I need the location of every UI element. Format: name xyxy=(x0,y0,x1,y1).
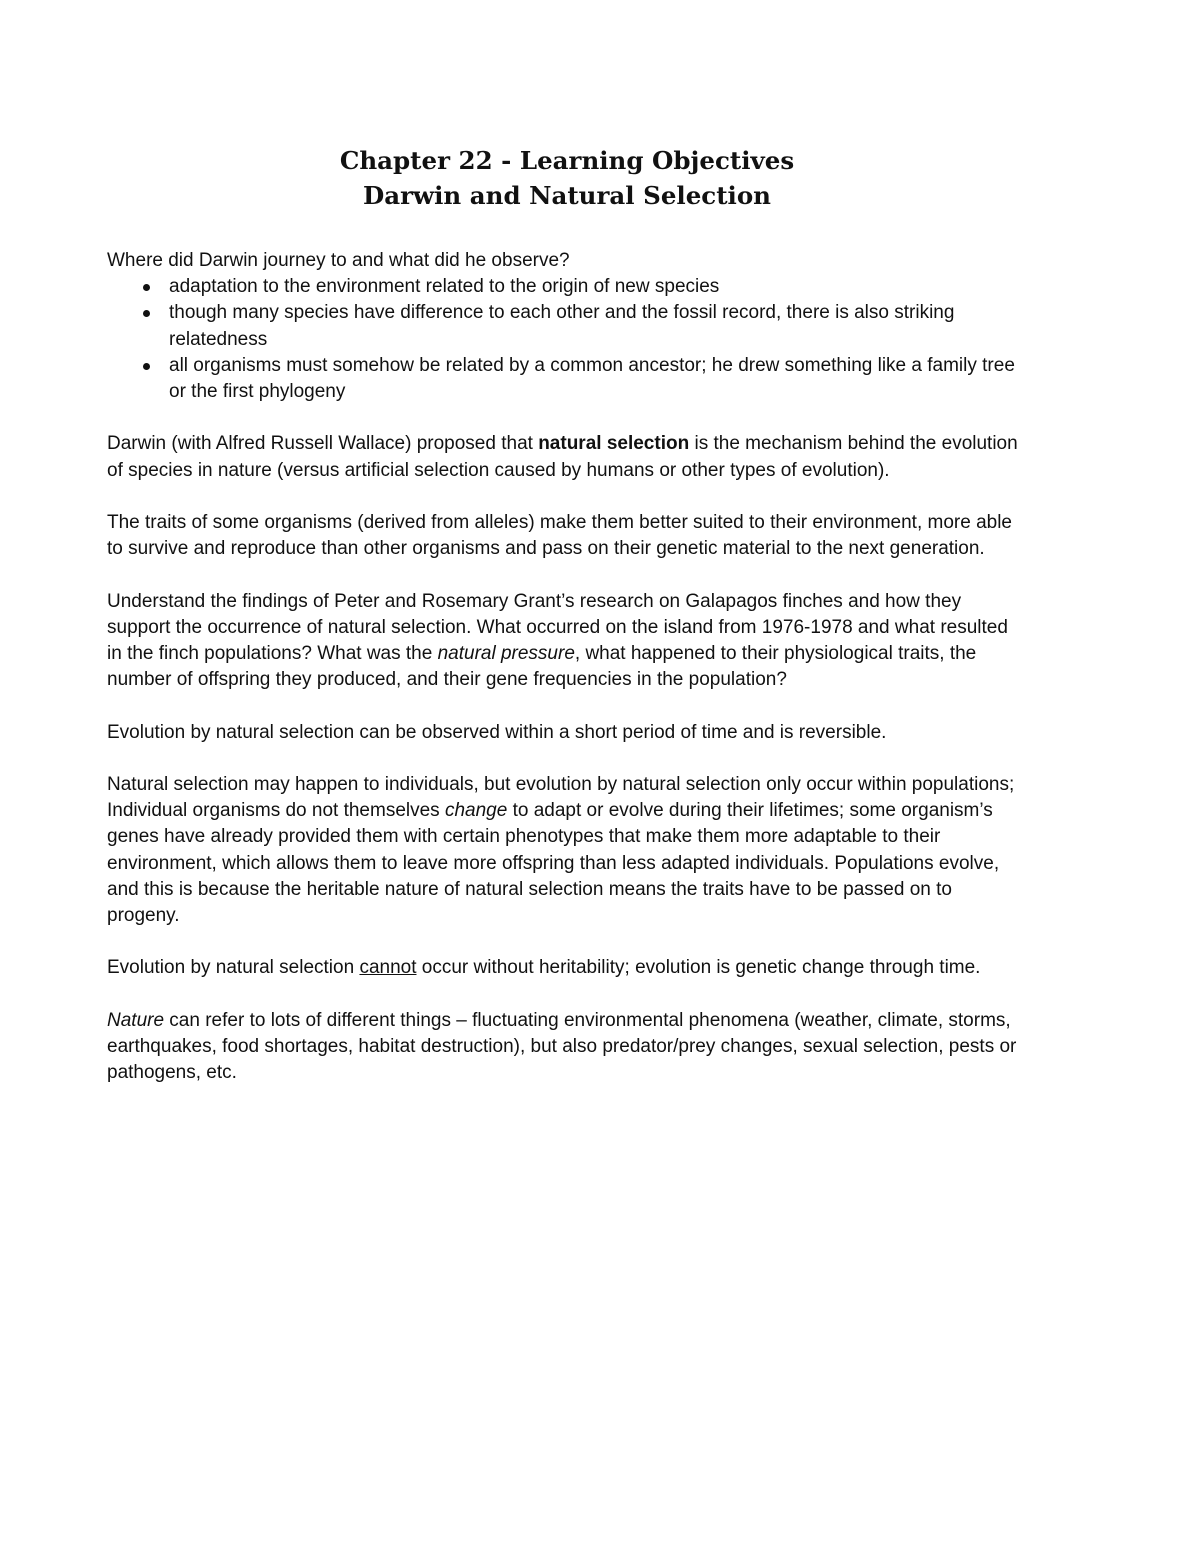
bullet-icon xyxy=(143,310,150,317)
bullet-icon xyxy=(143,363,150,370)
bullet-icon xyxy=(143,284,150,291)
title-line-1: Chapter 22 - Learning Objectives xyxy=(339,146,795,175)
list-item xyxy=(169,353,1027,405)
emphasis-cannot: cannot xyxy=(359,957,417,979)
list-item xyxy=(169,300,1027,352)
paragraph-text: can refer to lots of different things – fluctuating environmental phenomena (weather, climate, storms, earthquakes, food shortages, habitat destruction), but also predator/prey changes, sexual selection, pests or pathogens, etc. xyxy=(107,1009,1017,1084)
paragraph-text: Understand the findings of Peter and Rosemary Grant’s research on Galapagos finches and how they support the occurrence of natural selection. What occurred on the island from 1976-1978 and what resulted in the finch populations? What was the xyxy=(107,590,1008,664)
paragraph-text: Natural selection may happen to individuals, but evolution by natural selection only occur within populations; Individual organisms do not themselves xyxy=(107,773,1015,822)
list-item-text: though many species have difference to each other and the fossil record, there is also striking relatedness xyxy=(169,302,955,350)
document-title xyxy=(0,143,1134,213)
paragraph-text: Darwin (with Alfred Russell Wallace) proposed that xyxy=(107,433,539,455)
paragraph-heritability xyxy=(107,955,1027,981)
paragraph-short-period: Evolution by natural selection can be observed within a short period of time and is reversible. xyxy=(107,721,887,743)
title-line-2: Darwin and Natural Selection xyxy=(362,181,771,210)
list-item xyxy=(169,274,1027,300)
emphasis-nature: Nature xyxy=(107,1009,165,1031)
paragraph-darwin-wallace xyxy=(107,431,1027,483)
emphasis-natural-selection: natural selection xyxy=(538,433,690,455)
emphasis-natural-pressure: natural pressure xyxy=(437,643,575,664)
paragraph-text: Evolution by natural selection xyxy=(107,957,360,979)
paragraph-text: is the mechanism behind the evolution of species in nature (versus artificial selection caused by humans or other types of evolution). xyxy=(107,433,1018,481)
paragraph-traits: The traits of some organisms (derived from alleles) make them better suited to their environment, more able to survive and reproduce than other organisms and pass on their genetic material to the next generation. xyxy=(107,512,1012,560)
document-body xyxy=(107,248,1027,1113)
paragraph-text: , what happened to their physiological traits, the number of offspring they produced, and their gene frequencies in the population? xyxy=(107,643,977,691)
paragraph-text: to adapt or evolve during their lifetimes; some organism’s genes have already provided them with certain phenotypes that make them more adaptable to their environment, which allows them to leave more offspring than less adapted individuals. Populations evolve, and this is because the heritable nature of natural selection means the traits have to be passed on to progeny. xyxy=(107,800,1000,926)
list-item-text: adaptation to the environment related to the origin of new species xyxy=(169,276,720,298)
paragraph-text: occur without heritability; evolution is genetic change through time. xyxy=(416,957,981,979)
paragraph-nature xyxy=(107,1008,1027,1087)
observation-list xyxy=(107,274,1027,405)
list-item-text: all organisms must somehow be related by a common ancestor; he drew something like a family tree or the first phylogeny xyxy=(169,354,1015,403)
paragraph-grant-research xyxy=(107,589,1027,694)
emphasis-change: change xyxy=(444,800,508,822)
darwin-journey-question: Where did Darwin journey to and what did he observe? xyxy=(107,250,570,271)
paragraph-individuals-populations xyxy=(107,772,1027,929)
